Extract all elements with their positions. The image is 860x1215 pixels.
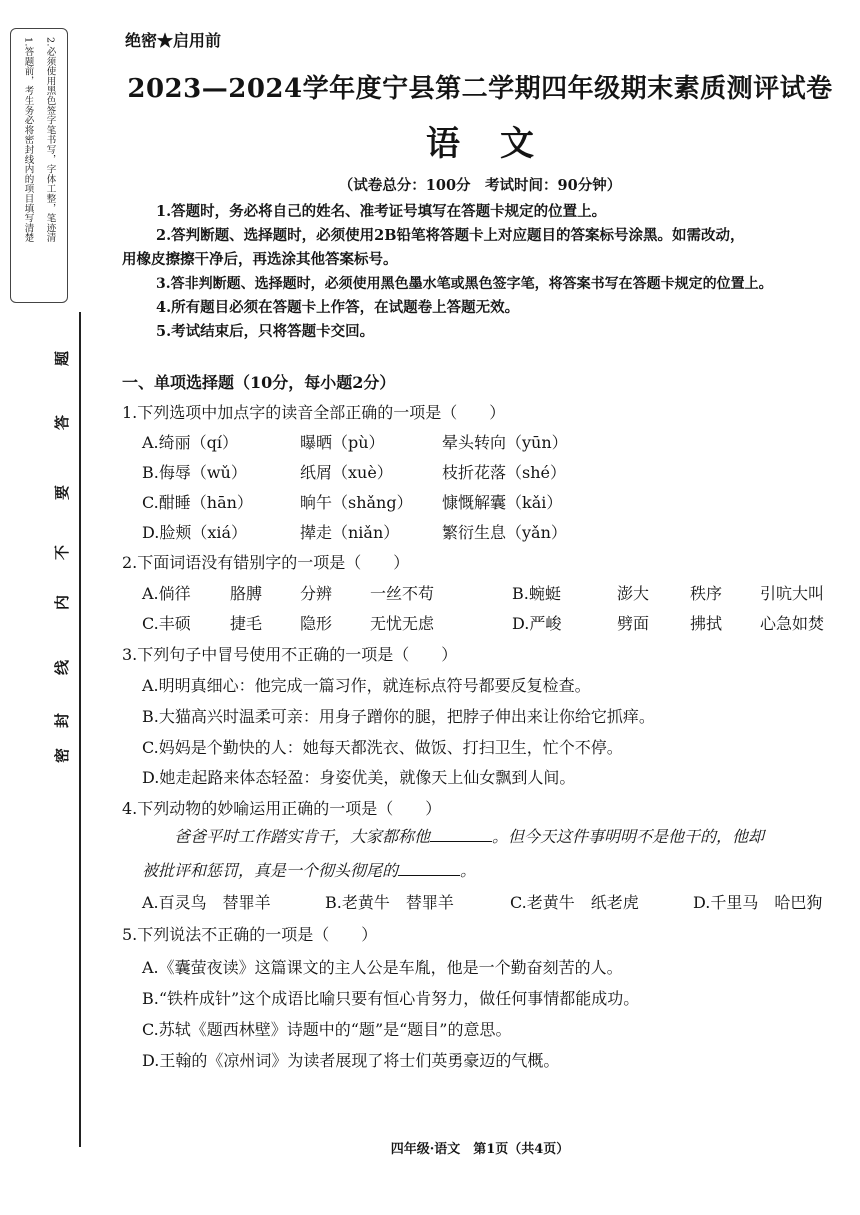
q1-option: 纸屑（xuè） (300, 463, 393, 482)
exam-note-1: 1.答题前，考生务必将密封线内的项目填写清楚 (22, 37, 34, 243)
question-1-stem: 1.下列选项中加点字的读音全部正确的一项是（ ） (122, 403, 506, 422)
q2-word: 澎大 (617, 584, 650, 603)
q5-option: C.苏轼《题西林壁》诗题中的“题”是“题目”的意思。 (142, 1020, 512, 1039)
seal-line (79, 312, 81, 1147)
instruction-5: 5.考试结束后，只将答题卡交回。 (156, 323, 375, 340)
question-4-stem: 4.下列动物的妙喻运用正确的一项是（ ） (122, 799, 442, 818)
page-footer: 四年级·语文 第1页（共4页） (390, 1142, 570, 1157)
q4-option: C.老黄牛 纸老虎 (510, 893, 639, 912)
question-3-stem: 3.下列句子中冒号使用不正确的一项是（ ） (122, 645, 458, 664)
q3-option: C.妈妈是个勤快的人：她每天都洗衣、做饭、打扫卫生，忙个不停。 (142, 738, 623, 757)
seal-char: 要 (53, 484, 72, 501)
q5-option: B.“铁杵成针”这个成语比喻只要有恒心肯努力，做任何事情都能成功。 (142, 989, 640, 1008)
instruction-2-cont: 用橡皮擦擦干净后，再选涂其他答案标号。 (122, 251, 398, 268)
q2-word: 分辨 (300, 584, 333, 603)
section-heading: 一、单项选择题（10分，每小题2分） (122, 373, 396, 392)
q2-word: 秩序 (690, 584, 723, 603)
q4-passage-text: 。 (460, 861, 477, 880)
seal-char: 密 (53, 747, 72, 764)
confidential-label: 绝密★启用前 (125, 31, 222, 50)
q4-passage-line1 (174, 822, 844, 852)
answer-blank (398, 859, 460, 876)
q2-word: D.严峻 (512, 614, 562, 633)
q3-option: A.明明真细心：他完成一篇习作，就连标点符号都要反复检查。 (142, 676, 591, 695)
q4-passage-text: 。但今天这件事明明不是他干的，他却 (492, 827, 765, 846)
q4-option: B.老黄牛 替罪羊 (325, 893, 454, 912)
exam-title: 2023—2024学年度宁县第二学期四年级期末素质测评试卷 (127, 74, 833, 104)
subject-title: 语文 (426, 124, 574, 164)
q2-word: B.蜿蜓 (512, 584, 561, 603)
instruction-1: 1.答题时，务必将自己的姓名、准考证号填写在答题卡规定的位置上。 (156, 203, 607, 220)
exam-notes-box (10, 28, 68, 303)
q1-option: 撵走（niǎn） (300, 523, 400, 542)
instruction-2: 2.答判断题、选择题时，必须使用2B铅笔将答题卡上对应题目的答案标号涂黑。如需改动， (156, 227, 745, 244)
q4-passage-text: 爸爸平时工作踏实肯干，大家都称他 (174, 827, 431, 846)
q1-option: C.酣睡（hān） (142, 493, 253, 512)
q2-word: 拂拭 (690, 614, 723, 633)
q1-option: 曝晒（pù） (300, 433, 385, 452)
q4-passage-line2 (142, 856, 842, 886)
q4-option: A.百灵鸟 替罪羊 (142, 893, 271, 912)
q2-word: 无忧无虑 (370, 614, 435, 633)
seal-char: 题 (53, 350, 72, 367)
q5-option: D.王翰的《凉州词》为读者展现了将士们英勇豪迈的气概。 (142, 1051, 560, 1070)
q1-option: 晕头转向（yūn） (442, 433, 568, 452)
instruction-3: 3.答非判断题、选择题时，必须使用黑色墨水笔或黑色签字笔，将答案书写在答题卡规定的位置上。 (156, 276, 773, 292)
q2-word: 引吭大叫 (760, 584, 825, 603)
q1-option: 晌午（shǎng） (300, 493, 413, 512)
q2-word: 劈面 (617, 614, 650, 633)
seal-char: 不 (53, 544, 72, 561)
seal-char: 内 (53, 594, 72, 611)
seal-char: 封 (53, 712, 72, 729)
question-2-stem: 2.下面词语没有错别字的一项是（ ） (122, 553, 410, 572)
answer-blank (430, 825, 492, 842)
q2-word: 胳膊 (230, 584, 263, 603)
q4-passage-text: 被批评和惩罚，真是一个彻头彻尾的 (142, 861, 399, 880)
q1-option: 慷慨解囊（kǎi） (442, 493, 563, 512)
instruction-4: 4.所有题目必须在答题卡上作答，在试题卷上答题无效。 (156, 299, 520, 316)
q2-word: 捷毛 (230, 614, 263, 633)
q1-option: D.脸颊（xiá） (142, 523, 248, 542)
q5-option: A.《囊萤夜读》这篇课文的主人公是车胤，他是一个勤奋刻苦的人。 (142, 958, 623, 977)
binding-margin (0, 0, 95, 1215)
score-time-info: （试卷总分：100分 考试时间：90分钟） (338, 177, 622, 194)
q2-word: C.丰硕 (142, 614, 191, 633)
question-5-stem: 5.下列说法不正确的一项是（ ） (122, 925, 378, 944)
seal-char: 线 (53, 659, 72, 676)
q1-option: A.绮丽（qí） (142, 433, 239, 452)
q1-option: 枝折花落（shé） (442, 463, 566, 482)
q4-option: D.千里马 哈巴狗 (693, 893, 823, 912)
exam-note-2: 2.必须使用黑色签字笔书写，字体工整，笔迹清 (44, 37, 56, 243)
q2-word: 一丝不苟 (370, 584, 435, 603)
q3-option: B.大猫高兴时温柔可亲：用身子蹭你的腿，把脖子伸出来让你给它抓痒。 (142, 707, 655, 726)
q3-option: D.她走起路来体态轻盈：身姿优美，就像天上仙女飘到人间。 (142, 768, 576, 787)
q1-option: 繁衍生息（yǎn） (442, 523, 567, 542)
q2-word: 心急如焚 (760, 614, 825, 633)
q2-word: 隐形 (300, 614, 333, 633)
seal-char: 答 (53, 414, 72, 431)
q2-word: A.倘徉 (142, 584, 191, 603)
q1-option: B.侮辱（wǔ） (142, 463, 247, 482)
